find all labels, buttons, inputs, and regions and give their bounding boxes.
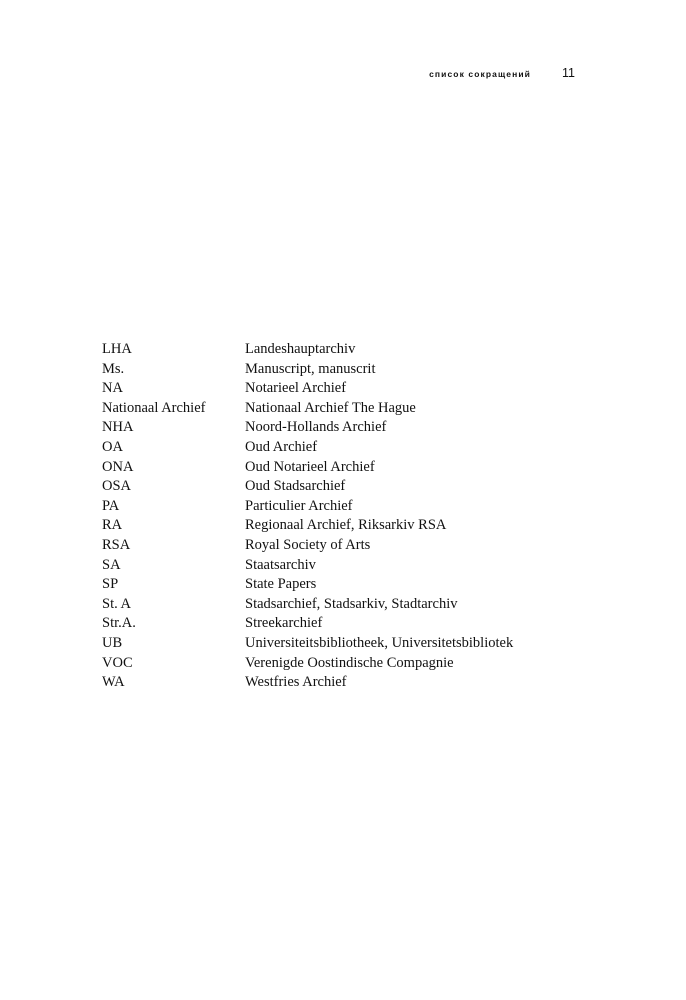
abbreviation-definition: Westfries Archief	[245, 674, 347, 691]
running-head	[0, 68, 686, 84]
abbreviation-definition: Stadsarchief, Stadsarkiv, Stadtarchiv	[245, 595, 458, 612]
abbreviation-term: OA	[102, 438, 123, 455]
abbreviation-row	[102, 673, 582, 693]
abbreviation-row	[102, 516, 582, 536]
abbreviation-definition: Universiteitsbibliotheek, Universitetsbibliotek	[245, 634, 514, 651]
abbreviation-term: OSA	[102, 478, 132, 495]
abbreviation-definition: Oud Stadsarchief	[245, 478, 346, 495]
abbreviation-term: SP	[102, 576, 119, 593]
abbreviation-definition: Oud Archief	[245, 438, 318, 455]
abbreviation-term: SA	[102, 556, 121, 573]
abbreviation-term: Str.A.	[102, 615, 136, 632]
abbreviation-row	[102, 614, 582, 634]
abbreviation-row	[102, 497, 582, 517]
abbreviation-row	[102, 634, 582, 654]
abbreviation-list	[102, 340, 582, 693]
abbreviation-term: RSA	[102, 536, 131, 553]
abbreviation-definition: Nationaal Archief The Hague	[245, 399, 416, 416]
abbreviation-term: Ms.	[102, 360, 125, 377]
abbreviation-definition: Particulier Archief	[245, 497, 353, 514]
abbreviation-term: St. A	[102, 595, 132, 612]
abbreviation-term: NHA	[102, 419, 134, 436]
abbreviation-row	[102, 399, 582, 419]
abbreviation-term: VOC	[102, 654, 133, 671]
abbreviation-row	[102, 556, 582, 576]
abbreviation-row	[102, 595, 582, 615]
abbreviation-row	[102, 418, 582, 438]
abbreviation-term: PA	[102, 497, 120, 514]
abbreviation-definition: Staatsarchiv	[245, 556, 316, 573]
abbreviation-definition: Regionaal Archief, Riksarkiv RSA	[245, 517, 447, 534]
section-title: список сокращений	[429, 69, 531, 79]
abbreviation-definition: Royal Society of Arts	[245, 536, 371, 553]
abbreviation-definition: Noord-Hollands Archief	[245, 419, 387, 436]
abbreviation-row	[102, 575, 582, 595]
abbreviation-row	[102, 438, 582, 458]
abbreviation-row	[102, 379, 582, 399]
abbreviation-definition: Notarieel Archief	[245, 380, 347, 397]
abbreviation-term: UB	[102, 634, 123, 651]
abbreviation-definition: Streekarchief	[245, 615, 323, 632]
abbreviation-definition: Landeshauptarchiv	[245, 341, 356, 357]
abbreviation-row	[102, 654, 582, 674]
abbreviation-term: RA	[102, 517, 123, 534]
abbreviation-row	[102, 458, 582, 478]
abbreviation-term: Nationaal Archief	[102, 399, 206, 416]
abbreviation-definition: Verenigde Oostindische Compagnie	[245, 654, 454, 671]
abbreviation-row	[102, 536, 582, 556]
abbreviation-row	[102, 340, 582, 360]
abbreviation-row	[102, 360, 582, 380]
abbreviation-term: NA	[102, 380, 123, 397]
abbreviation-term: WA	[102, 674, 125, 691]
abbreviation-row	[102, 477, 582, 497]
abbreviation-term: ONA	[102, 458, 134, 475]
abbreviation-definition: Manuscript, manuscrit	[245, 360, 376, 377]
abbreviation-term: LHA	[102, 341, 132, 357]
page-number: 11	[562, 66, 575, 80]
abbreviation-definition: State Papers	[245, 576, 317, 593]
abbreviation-definition: Oud Notarieel Archief	[245, 458, 375, 475]
